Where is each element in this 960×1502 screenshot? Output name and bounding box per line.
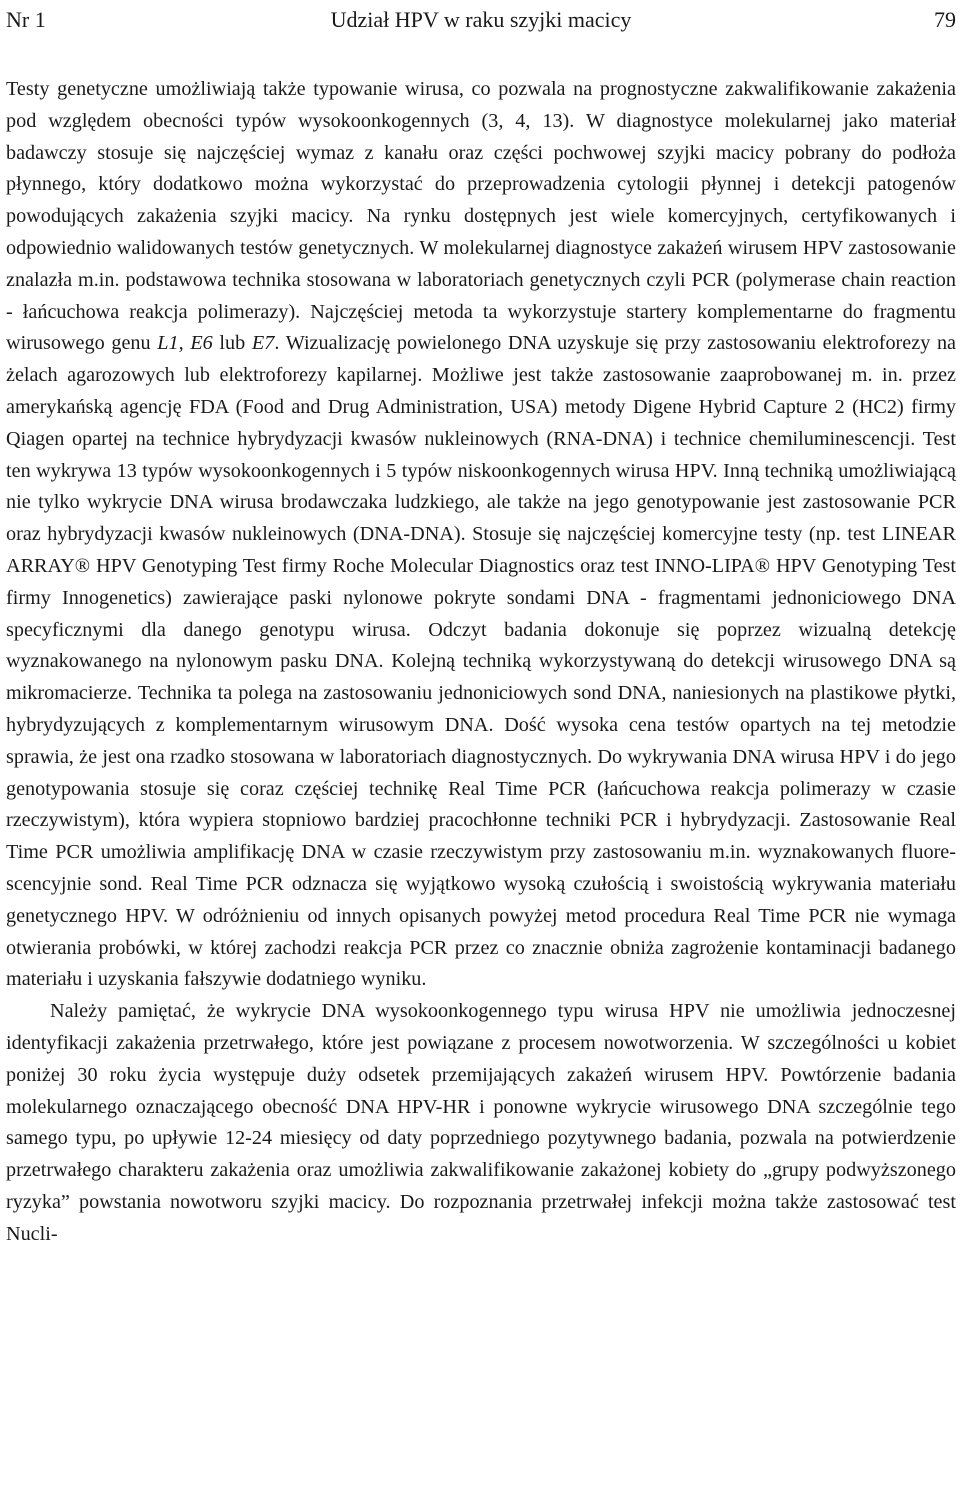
page-number: 79: [934, 7, 956, 32]
document-page: [6, 0, 956, 1502]
running-header: [6, 4, 956, 36]
gene-list-l1-e6: L1, E6: [157, 332, 213, 355]
journal-issue-number: Nr 1: [6, 7, 46, 32]
running-title: Udział HPV w raku szyjki macicy: [330, 7, 632, 32]
gene-e7: E7: [251, 332, 275, 355]
paragraph-diagnostics-part-2: . Wizualizację powielonego DNA uzyskuje się przy zastosowaniu elektroforezy na żelach agarozowych lub elektroforezy kapilarnej. Możliwe jest także zastosowanie zaaprobowanej m. in. przez amerykańską agencję FDA (Food and Drug Administration, USA) metody Digene Hybrid Capture 2 (HC2) firmy Qiagen opartej na technice hybrydyzacji kwasów nukleinowych (RNA-DNA) i technice chemiluminescencji. Test ten wykrywa 13 typów wysokoonkogennych i 5 typów niskoonkogennych wirusa HPV. Inną techniką umożliwiającą nie tylko wykrycie DNA wirusa brodawczaka ludzkiego, ale także na jego genotypowanie jest zastosowanie PCR oraz hybrydyzacji kwasów nukleinowych (DNA-DNA). Stosuje się najczęściej komercyjne testy (np. test LINEAR ARRAY® HPV Genotyping Test firmy Roche Molecular Diagnostics oraz test INNO-LIPA® HPV Genotyping Test firmy Innogenetics) zawierające paski nylonowe pokryte sondami DNA - fragmentami jednoniciowego DNA specyficznymi dla danego genotypu wirusa. Odczyt badania dokonuje się poprzez wizualną detekcję wyznakowanego na nylonowym pasku DNA. Kolejną techniką wykorzystywaną do detekcji wirusowego DNA są mikromacierze. Technika ta polega na zastosowaniu jednoniciowych sond DNA, naniesionych na plastikowe płytki, hybrydyzujących z komplementarnym wirusowym DNA. Dość wysoka cena testów opartych na tej metodzie sprawia, że jest ona rzadko stosowana w laboratoriach diagnostycznych. Do wykrywania DNA wirusa HPV i do jego genotypowania stosuje się coraz częściej technikę Real Time PCR (łańcuchowa reakcja polimerazy w czasie rzeczywistym), która wypiera stopniowo bardziej pracochłonne techniki PCR i hybrydyzacji. Zastosowanie Real Time PCR umożliwia amplifikację DNA w czasie rzeczywistym przy zastosowaniu m.in. wyznakowanych fluorescencyjnie sond. Real Time PCR odznacza się wyjątkowo wysoką czułością i swoistością wykrywania materiału genetycznego HPV. W odróżnieniu od innych opisanych powyżej metod procedura Real Time PCR nie wymaga otwierania probówki, w której zachodzi reakcja PCR przez co znacznie obniża zagrożenie kontaminacji badanego materiału i uzyskania fałszywie dodatniego wyniku.: [6, 332, 957, 991]
conjunction-lub: lub: [212, 332, 252, 355]
paragraph-persistent-infection: Należy pamiętać, że wykrycie DNA wysokoonkogennego typu wirusa HPV nie umożliwia jednoczesnej identyfikacji zakażenia przetrwałego, które jest powiązane z procesem nowotworzenia. W szczególności u kobiet poniżej 30 roku życia występuje duży odsetek przemijających zakażeń wirusem HPV. Powtórzenie badania molekularnego oznaczającego obecność DNA HPV-HR i ponowne wykrycie wirusowego DNA szczególnie tego samego typu, po upływie 12-24 miesięcy od daty poprzedniego pozytywnego badania, pozwala na potwierdzenie przetrwałego charakteru zakażenia oraz umożliwia zakwalifikowanie zakażonej kobiety do „grupy podwyższonego ryzyka” powstania nowotworu szyjki macicy. Do rozpoznania przetrwałej infekcji można także zastosować test Nucli-: [6, 1000, 956, 1245]
paragraph-diagnostics-part-1: Testy genetyczne umożliwiają także typowanie wirusa, co pozwala na prognostyczne zakwalifikowanie zakażenia pod względem obecności typów wysokoonkogennych (3, 4, 13). W diagnostyce molekularnej jako materiał badawczy stosuje się najczęściej wymaz z kanału oraz części pochwowej szyjki macicy pobrany do podłoża płynnego, który dodatkowo można wykorzystać do przeprowadzenia cytologii płynnej i detekcji patogenów powodujących zakażenia szyjki macicy. Na rynku dostępnych jest wiele komercyjnych, certyfikowanych i odpowiednio walidowanych testów genetycznych. W molekularnej diagnostyce zakażeń wirusem HPV zastosowanie znalazła m.in. podstawowa technika stosowana w laboratoriach genetycznych czyli PCR (polymerase chain reaction - łańcuchowa reakcja polimerazy). Najczęściej metoda ta wykorzystuje startery komplementarne do fragmentu wirusowego genu: [6, 78, 956, 355]
paragraph-diagnostics: [6, 74, 956, 996]
article-body: [6, 74, 956, 1250]
